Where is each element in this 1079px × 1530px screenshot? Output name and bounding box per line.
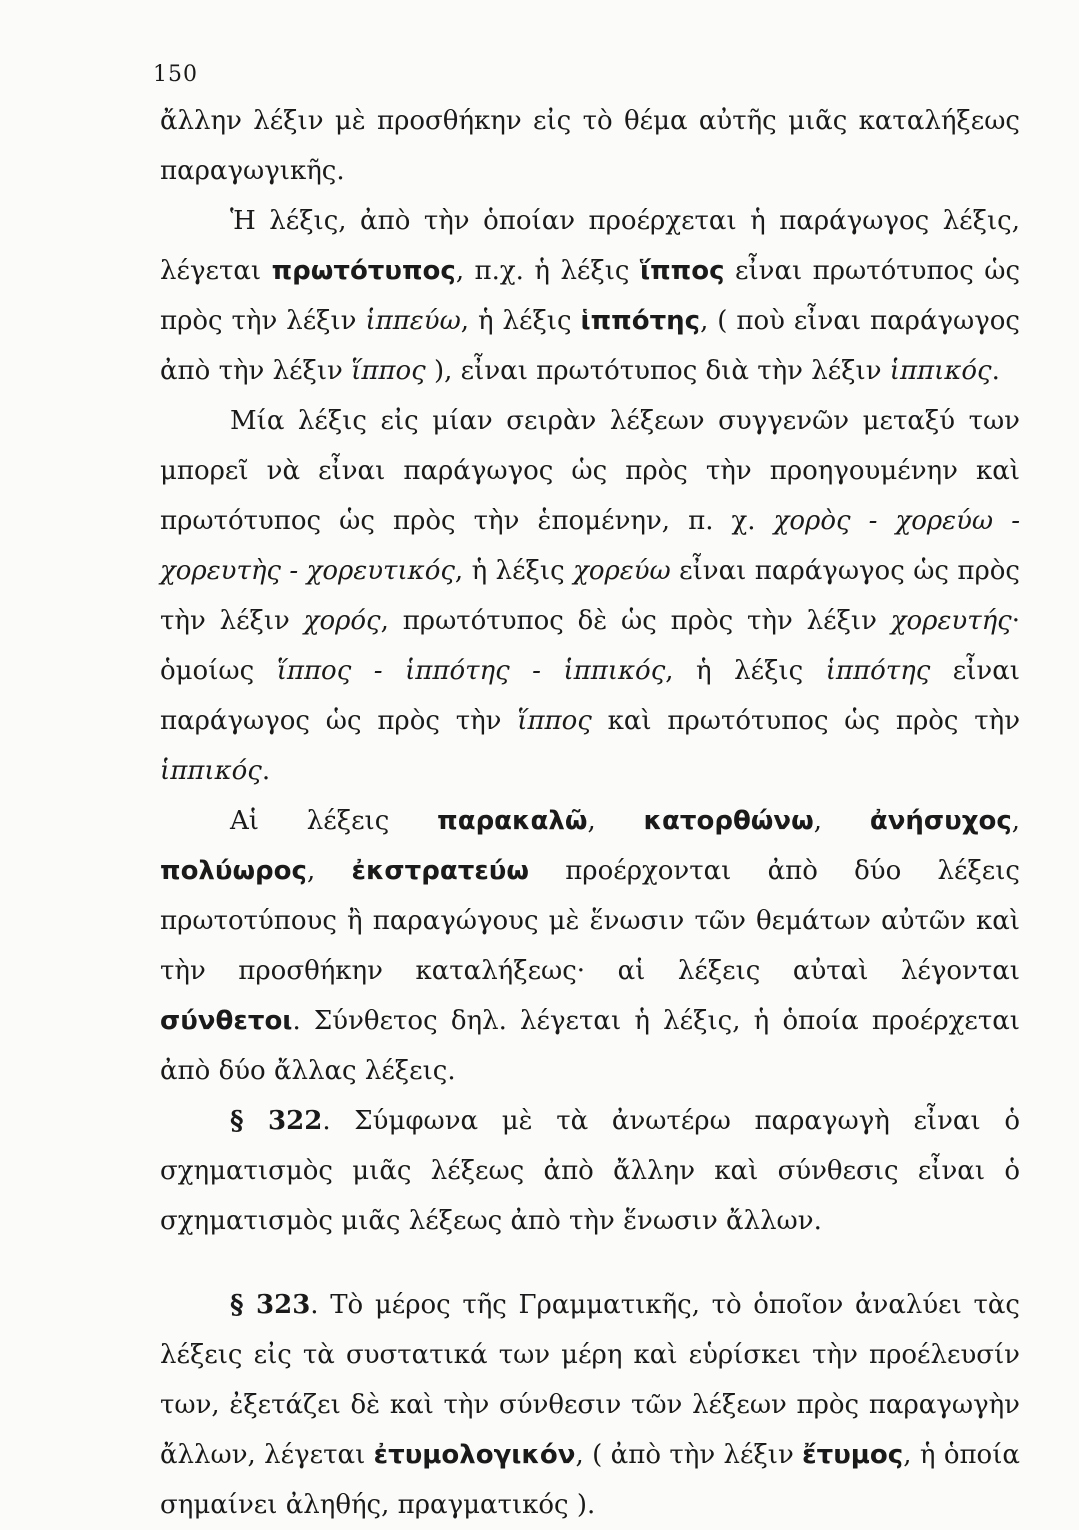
italic-term: ἵππος - ἱππότης - ἱππικός [276,656,666,686]
italic-term: ἵππος [351,356,426,386]
italic-term: χορεύω [573,556,671,586]
text-run: , ἡ λέξις [460,306,581,336]
text-run: , [306,856,352,886]
bold-term: ἱππότης [580,306,701,336]
text-run: . [991,356,1000,386]
text-run: , πρωτότυπος δὲ ὡς πρὸς τὴν λέξιν [380,606,891,636]
text-run: ἄλλην λέξιν μὲ προσθήκην εἰς τὸ θέμα αὐτῆς μιᾶς καταλήξεως παραγωγικῆς. [160,106,1020,186]
text-run: Αἱ λέξεις [230,806,438,836]
text-run: , [1011,806,1021,836]
bold-term: παρακαλῶ [437,806,588,836]
text-run: , ἡ ὁποία σημαίνει ἀληθής, πραγματικός ). [160,1440,1020,1520]
italic-term: χορὸς - χορεύω - χορευτὴς - χορευτικός [160,506,1020,586]
section-322 [160,1096,1020,1246]
body-text [160,96,1020,1530]
text-run: , ἡ λέξις [665,656,826,686]
bold-term: ἵππος [639,256,725,286]
italic-term: ἱππικός [889,356,992,386]
italic-term: χορός [303,606,381,636]
text-run: . Σύμφωνα μὲ τὰ ἀνωτέρω παραγωγὴ εἶναι ὁ σχηματισμὸς μιᾶς λέξεως ἀπὸ ἄλλην καὶ σύνθεσις εἶναι ὁ σχηματισμὸς μιᾶς λέξεως ἀπὸ τὴν ἕνωσιν ἄλλων. [160,1106,1021,1236]
text-run: , [813,806,870,836]
section-number: § 322 [230,1106,323,1136]
bold-term: σύνθετοι [160,1006,293,1036]
bold-term: κατορθώνω [643,806,814,836]
italic-term: χορευτής [890,606,1012,636]
paragraph-3 [160,396,1020,796]
text-run: , ( ἀπὸ τὴν λέξιν [575,1440,803,1470]
text-run: , [587,806,644,836]
paragraph-4 [160,796,1020,1096]
bold-term: πρωτότυπος [271,256,456,286]
bold-term: ἐτυμολογικόν [373,1440,576,1470]
section-number: § 323 [230,1290,311,1320]
italic-term: ἱππεύω [365,306,461,336]
bold-term: πολύωρος [160,856,307,886]
text-run: . [261,756,271,786]
text-run: καὶ πρωτότυπος ὡς πρὸς τὴν [591,706,1020,736]
paragraph-1 [160,96,1020,196]
text-run: · ὁμοίως [160,606,1020,686]
italic-term: ἵππος [517,706,592,736]
section-323 [160,1280,1020,1530]
text-run: . Σύνθετος δηλ. λέγεται ἡ λέξις, ἡ ὁποία προέρχεται ἀπὸ δύο ἄλλας λέξεις. [160,1006,1020,1086]
page-number: 150 [153,62,198,87]
text-run: εἶναι παράγωγος ὡς πρὸς τὴν λέξιν [160,556,1020,636]
text-run: ), εἶναι πρωτότυπος διὰ τὴν λέξιν [425,356,890,386]
text-run: . Τὸ μέρος τῆς Γραμματικῆς, τὸ ὁποῖον ἀναλύει τὰς λέξεις εἰς τὰ συστατικά των μέρη καὶ εὑρίσκει τὴν προέλευσίν των, ἐξετάζει δὲ καὶ τὴν σύνθεσιν τῶν λέξεων πρὸς παραγωγὴν ἄλλων, λέγεται [160,1290,1020,1470]
italic-term: ἱππικός [160,756,262,786]
text-run: Μία λέξις εἰς μίαν σειρὰν λέξεων συγγενῶν μεταξύ των μπορεῖ νὰ εἶναι παράγωγος ὡς πρὸς τὴν προηγουμένην καὶ πρωτότυπος ὡς πρὸς τὴν ἑπομένην, π. χ. [160,406,1020,536]
text-run: προέρχονται ἀπὸ δύο λέξεις πρωτοτύπους ἢ παραγώγους μὲ ἕνωσιν τῶν θεμάτων αὐτῶν καὶ τὴν προσθήκην καταλήξεως· αἱ λέξεις αὐταὶ λέγονται [160,856,1020,986]
bold-term: ἔτυμος [802,1440,904,1470]
paragraph-2 [160,196,1020,396]
text-run: , π.χ. ἡ λέξις [455,256,640,286]
bold-term: ἀνήσυχος [869,806,1012,836]
italic-term: ἱππότης [825,656,931,686]
text-run: , ( ποὺ εἶναι παράγωγος ἀπὸ τὴν λέξιν [160,306,1020,386]
bold-term: ἐκστρατεύω [351,856,529,886]
text-run: Ἡ λέξις, ἀπὸ τὴν ὁποίαν προέρχεται ἡ παράγωγος λέξις, λέγεται [160,206,1020,286]
text-run: εἶναι παράγωγος ὡς πρὸς τὴν [160,656,1020,736]
text-run: , ἡ λέξις [454,556,574,586]
text-run: εἶναι πρωτότυπος ὡς πρὸς τὴν λέξιν [160,256,1021,336]
